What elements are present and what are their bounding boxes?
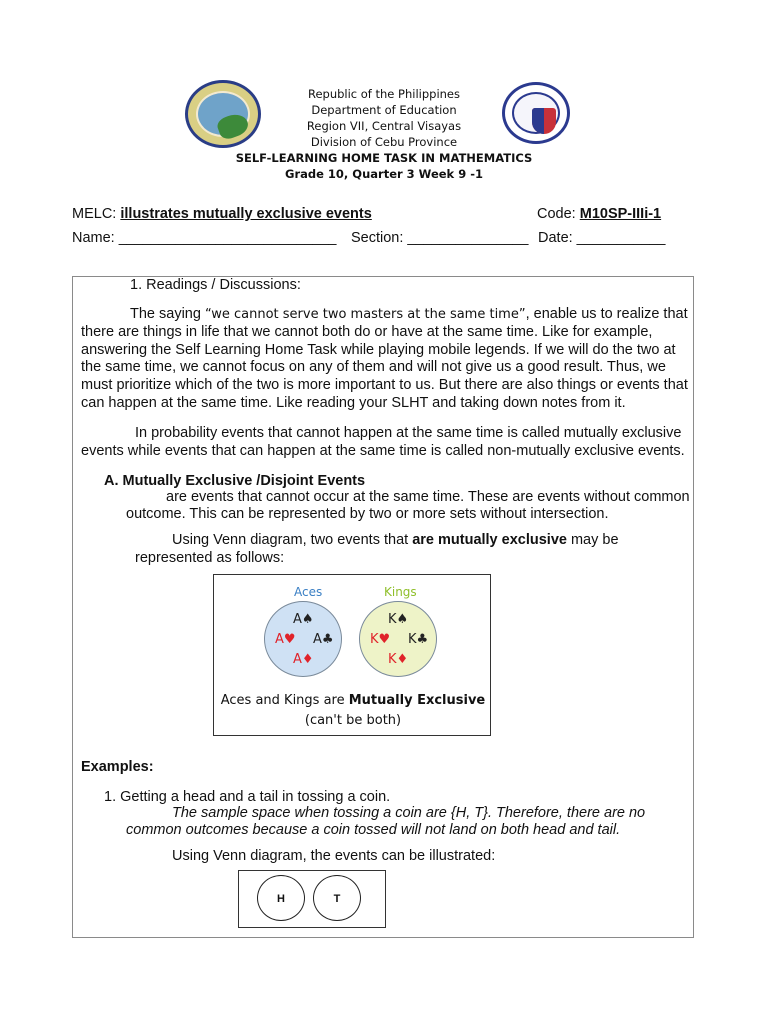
- code-value: M10SP-IIIi-1: [579, 206, 662, 222]
- header-region: Region VII, Central Visayas: [306, 119, 462, 133]
- venn-caption-line2: (can't be both): [304, 713, 402, 728]
- examples-heading: Examples:: [81, 759, 154, 775]
- header-republic: Republic of the Philippines: [307, 87, 461, 101]
- example1-statement: 1. Getting a head and a tail in tossing a coin.: [104, 789, 391, 805]
- card-king-diamonds: K♦: [388, 652, 409, 667]
- code-label: Code:: [537, 206, 576, 222]
- paragraph1-line6: can happen at the same time. Like reading your SLHT and taking down notes from it.: [81, 395, 626, 411]
- aces-circle: [264, 601, 342, 677]
- header-division: Division of Cebu Province: [310, 135, 458, 149]
- paragraph2-line1: In probability events that cannot happen at the same time is called mutually exclusive: [135, 425, 682, 441]
- caption-text: Aces and Kings are: [220, 693, 349, 708]
- header-title: SELF-LEARNING HOME TASK IN MATHEMATICS: [235, 151, 533, 165]
- venn-intro-line2: represented as follows:: [135, 550, 285, 566]
- aces-kings-venn-diagram: [213, 574, 491, 736]
- card-ace-diamonds: A♦: [293, 652, 314, 667]
- header-grade: Grade 10, Quarter 3 Week 9 -1: [285, 167, 483, 181]
- aces-title: Aces: [294, 585, 323, 599]
- card-ace-spades: A♠: [293, 612, 314, 627]
- p1-text-a: The saying: [130, 306, 205, 322]
- venn-intro-line1: [172, 531, 619, 549]
- paragraph1-line3: answering the Self Learning Home Task while playing mobile legends. If we will do the two at: [81, 342, 676, 358]
- p1-quote: “we cannot serve two masters at the same time”: [204, 307, 526, 322]
- coin-venn-diagram: [238, 870, 386, 928]
- section-a-line2: outcome. This can be represented by two or more sets without intersection.: [126, 506, 609, 522]
- paragraph2-line2: events while events that can happen at the same time is called non-mutually exclusive events.: [81, 443, 685, 459]
- section-a-heading: A. Mutually Exclusive /Disjoint Events: [104, 473, 366, 489]
- name-field[interactable]: Name: ___________________________: [72, 230, 337, 246]
- card-ace-hearts: A♥: [275, 632, 296, 647]
- card-king-clubs: K♣: [408, 632, 429, 647]
- tail-circle: T: [313, 875, 361, 921]
- p1-text-b: , enable us to realize that: [525, 306, 688, 322]
- paragraph1-line5: must prioritize which of the two is more important to us. But there are also things or events that: [81, 377, 688, 393]
- example1-venn-intro: Using Venn diagram, the events can be illustrated:: [172, 848, 496, 864]
- melc-label: MELC:: [72, 206, 117, 222]
- example1-italic-line2: common outcomes because a coin tossed will not land on both head and tail.: [126, 822, 621, 838]
- example1-italic-line1: The sample space when tossing a coin are {H, T}. Therefore, there are no: [172, 805, 646, 821]
- kings-title: Kings: [384, 585, 417, 599]
- paragraph1-line1: [130, 305, 688, 324]
- readings-heading: 1. Readings / Discussions:: [130, 277, 301, 293]
- card-king-spades: K♠: [388, 612, 409, 627]
- code-row: [537, 205, 661, 223]
- section-field[interactable]: Section: _______________: [351, 230, 529, 246]
- melc-row: [72, 205, 372, 223]
- header-department: Department of Education: [311, 103, 457, 117]
- head-circle: H: [257, 875, 305, 921]
- paragraph1-line4: the same time, we cannot focus on any of them and will not give us a good result. Thus, we: [81, 359, 666, 375]
- venn-intro-bold: are mutually exclusive: [412, 532, 567, 548]
- venn-intro-a: Using Venn diagram, two events that: [172, 532, 413, 548]
- venn-intro-c: may be: [566, 532, 619, 548]
- date-field[interactable]: Date: ___________: [538, 230, 666, 246]
- melc-value: illustrates mutually exclusive events: [120, 206, 372, 222]
- venn-caption-line1: [214, 691, 492, 711]
- card-ace-clubs: A♣: [313, 632, 334, 647]
- card-king-hearts: K♥: [370, 632, 391, 647]
- kings-circle: [359, 601, 437, 677]
- section-a-line1: are events that cannot occur at the same time. These are events without common: [166, 489, 690, 505]
- caption-bold: Mutually Exclusive: [348, 693, 486, 708]
- paragraph1-line2: there are things in life that we cannot both do or have at the same time. Like for example,: [81, 324, 653, 340]
